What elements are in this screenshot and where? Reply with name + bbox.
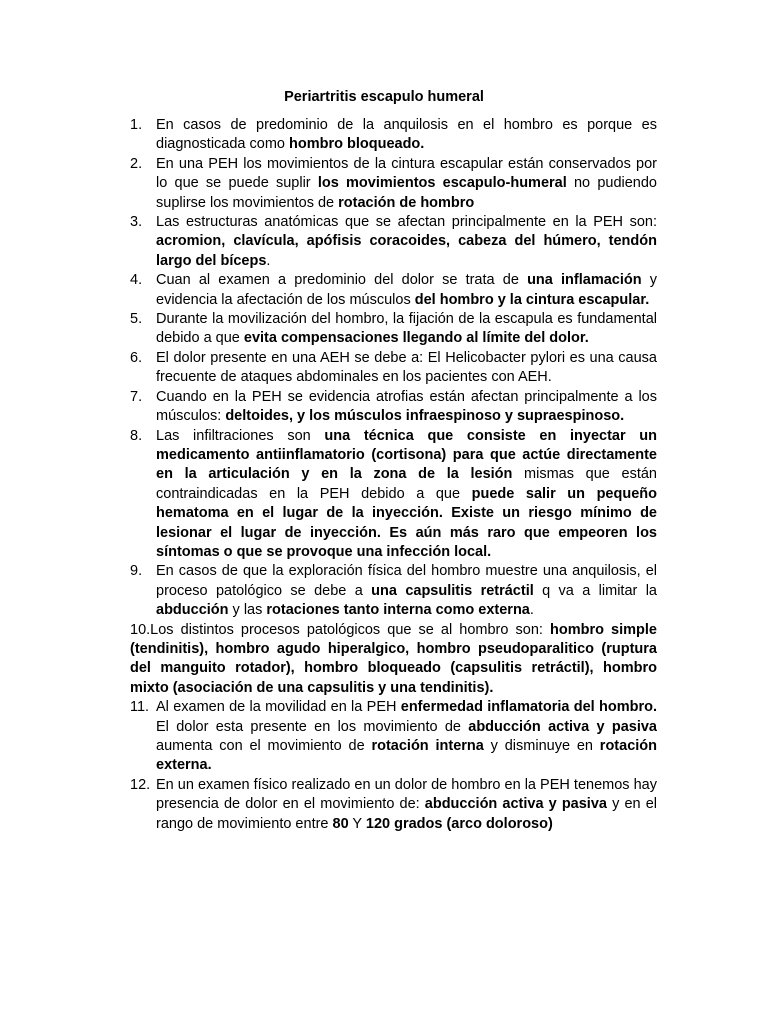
list-item (130, 155, 657, 213)
bold-text-run: del hombro y la cintura escapular. (414, 291, 650, 308)
bold-text-run: abducción (156, 602, 229, 619)
bold-text-run: evita compensaciones llegando al límite del dolor. (243, 330, 589, 347)
numbered-list (130, 116, 657, 834)
text-run: El dolor presente en una AEH se debe a: El Helicobacter pylori es una causa frecuente de ataques abdominales en los pacientes con AEH. (156, 349, 657, 386)
list-item-text (156, 389, 657, 424)
text-run: Cuan al examen a predominio del dolor se trata de (156, 272, 528, 289)
bold-text-run: rotaciones tanto interna como externa (266, 602, 530, 619)
text-run: En casos de que la exploración física del hombro muestre una anquilosis, el proceso patológico se debe a (156, 563, 657, 599)
text-run: Cuando en la PEH se evidencia atrofias están afectan principalmente a los músculos: (156, 388, 657, 425)
list-item-text (156, 563, 657, 618)
text-run: Las estructuras anatómicas que se afectan principalmente en la PEH son: (156, 214, 657, 231)
bold-text-run: abducción activa y pasiva (468, 718, 657, 735)
text-run: y disminuye en (483, 738, 600, 754)
list-item-number: 7. (130, 388, 143, 405)
bold-text-run: enfermedad inflamatoria del hombro. (400, 699, 657, 716)
bold-text-run: hombro simple (tendinitis), hombro agudo hiperalgico, hombro pseudoparalitico (ruptura del manguito rotador), hombro bloqueado (capsulitis retráctil), hombro mixto (asociación de una capsulitis y una tendinitis). (130, 621, 657, 696)
list-item (130, 349, 657, 388)
list-item-number: 2. (130, 155, 143, 172)
list-item-text (130, 622, 657, 696)
list-item-text (156, 311, 657, 346)
list-item (130, 271, 657, 310)
list-item-text (156, 272, 657, 307)
list-item-text (156, 699, 657, 773)
list-item (130, 310, 657, 349)
list-item-text (156, 777, 657, 832)
list-item-number: 10. (130, 621, 151, 638)
text-run: . (266, 252, 271, 269)
list-item-number: 11. (130, 699, 150, 716)
text-run: mismas que están contraindicadas en la PEH debido a que (156, 466, 657, 502)
text-run: En una PEH los movimientos de la cintura escapular están conservados por lo que se puede suplir (156, 155, 657, 192)
list-item-number: 5. (130, 311, 143, 328)
list-item (130, 427, 657, 563)
list-item-number: 3. (130, 214, 143, 231)
text-run: Durante la movilización del hombro, la fijación de la escapula es fundamental debido a que (156, 311, 657, 347)
bold-text-run: rotación externa. (156, 738, 657, 774)
text-run: Los distintos procesos patológicos que se al hombro son: (150, 621, 551, 638)
bold-text-run: los movimientos escapulo-humeral (317, 175, 567, 192)
bold-text-run: deltoides, y los músculos infraespinoso y supraespinoso. (225, 408, 625, 425)
list-item (130, 621, 657, 699)
bold-text-run: 80 (332, 815, 349, 832)
list-item-text (156, 350, 657, 385)
list-item-text (156, 156, 657, 211)
bold-text-run: una capsulitis retráctil (371, 582, 534, 599)
list-item (130, 388, 657, 427)
bold-text-run: 120 grados (arco doloroso) (365, 815, 553, 832)
text-run: aumenta con el movimiento de (156, 738, 372, 754)
list-item (130, 116, 657, 155)
bold-text-run: rotación interna (371, 738, 484, 754)
list-item-number: 6. (130, 349, 143, 366)
text-run: y en el rango de movimiento entre (156, 796, 657, 832)
bold-text-run: acromion, clavícula, apófisis coracoides, cabeza del húmero, tendón largo del bíceps (156, 233, 657, 269)
text-run: Las infiltraciones son (156, 427, 325, 444)
list-item-number: 9. (130, 563, 143, 580)
bold-text-run: rotación de hombro (338, 194, 475, 211)
list-item (130, 776, 657, 834)
document-title: Periartritis escapulo humeral (284, 89, 484, 105)
list-item (130, 698, 657, 776)
bold-text-run: hombro bloqueado. (289, 136, 425, 153)
list-item-text (156, 117, 657, 152)
list-item-number: 1. (130, 117, 143, 133)
text-run: Al examen de la movilidad en la PEH (156, 699, 401, 716)
bold-text-run: una técnica que consiste en inyectar un medicamento antiinflamatorio (cortisona) para que actúe directamente en la articulación y en la zona de la lesión (156, 427, 658, 483)
bold-text-run: puede salir un pequeño hematoma en el lugar de la inyección. Existe un riesgo mínimo de lesionar el lugar de inyección. Es aún más raro que empeoren los síntomas o que se provoque una infección local. (156, 485, 657, 560)
bold-text-run: abducción activa y pasiva (424, 796, 607, 813)
list-item-number: 8. (130, 427, 143, 444)
text-run: En un examen físico realizado en un dolor de hombro en la PEH tenemos hay presencia de dolor en el movimiento de: (156, 776, 657, 813)
text-run: . (529, 602, 534, 619)
text-run: En casos de predominio de la anquilosis en el hombro es porque es diagnosticada como (156, 117, 657, 153)
text-run: y las (228, 602, 267, 619)
list-item (130, 213, 657, 271)
text-run: y evidencia la afectación de los músculos (156, 272, 658, 308)
text-run: Y (348, 815, 366, 832)
list-item-text (156, 214, 657, 269)
list-item-number: 4. (130, 272, 143, 289)
list-item-number: 12. (130, 776, 151, 793)
text-run: El dolor esta presente en los movimiento de (156, 718, 469, 735)
text-run: q va a limitar la (533, 582, 657, 599)
list-item-text (156, 428, 657, 560)
text-run: no pudiendo suplirse los movimientos de (156, 175, 657, 211)
bold-text-run: una inflamación (527, 272, 642, 289)
list-item (130, 562, 657, 620)
